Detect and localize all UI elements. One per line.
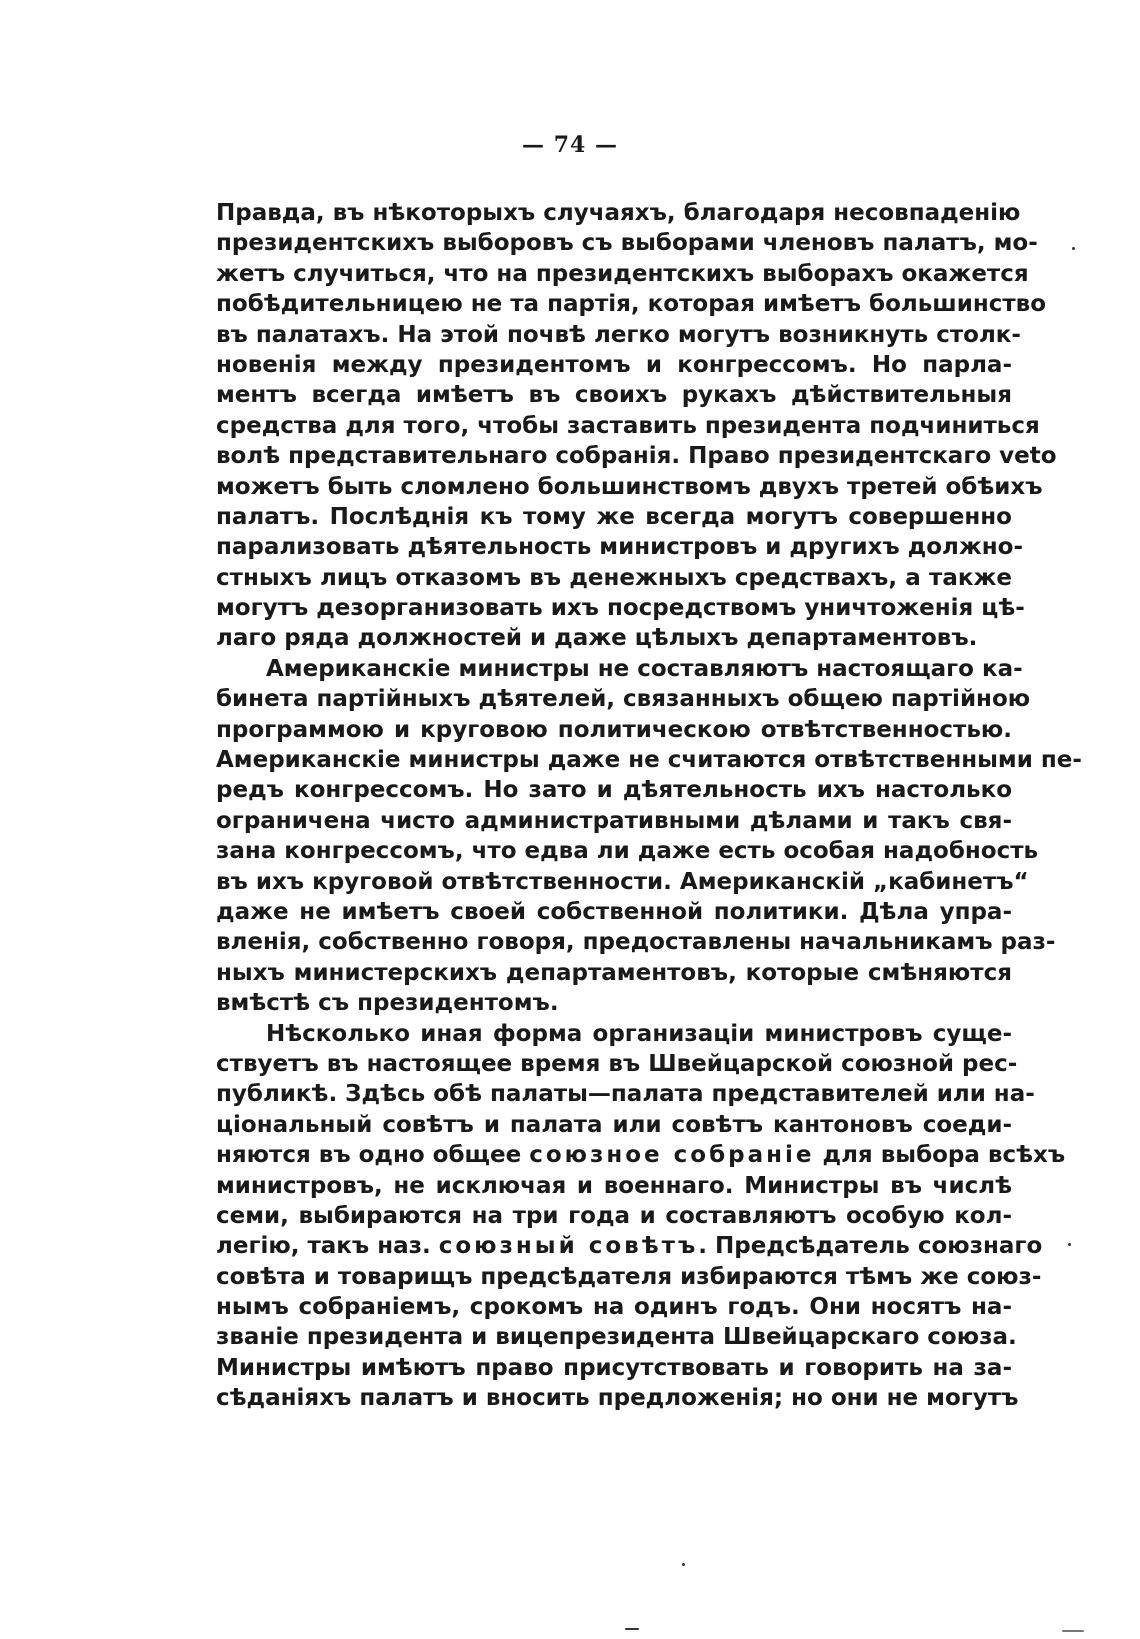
- text-line: лаго ряда должностей и даже цѣлыхъ департаментовъ.: [216, 625, 978, 652]
- text-line: программою и круговою политическою отвѣтственностью.: [216, 716, 1012, 743]
- scan-speck: [1068, 1243, 1071, 1246]
- text-line: палатъ. Послѣднія къ тому же всегда могутъ совершенно: [216, 503, 1012, 530]
- text-line: Американскіе министры не составляютъ настоящаго ка-: [266, 655, 1023, 682]
- text-line: можетъ быть сломлено большинствомъ двухъ третей обѣихъ: [216, 473, 1043, 500]
- text-line: стныхъ лицъ отказомъ въ денежныхъ средствахъ, а также: [216, 564, 1012, 591]
- spaced-term: союзный совѣтъ: [438, 1233, 699, 1260]
- text-line: средства для того, чтобы заставить президента подчиниться: [216, 412, 1040, 439]
- body-text: [216, 198, 1082, 1414]
- text-line: семи, выбираются на три года и составляютъ особую кол-: [216, 1202, 1012, 1229]
- page-number: — 74 —: [522, 132, 618, 158]
- text-line: президентскихъ выборовъ съ выборами членовъ палатъ, мо-: [216, 230, 1038, 257]
- text-line: могутъ дезорганизовать ихъ посредствомъ уничтоженія цѣ-: [216, 595, 1025, 622]
- text-line: Правда, въ нѣкоторыхъ случаяхъ, благодаря несовпаденію: [216, 200, 1021, 226]
- text-line: парализовать дѣятельность министровъ и другихъ должно-: [216, 534, 1024, 561]
- text-line: въ палатахъ. На этой почвѣ легко могутъ возникнуть столк-: [216, 321, 1021, 348]
- text-line: волѣ представительнаго собранія. Право президентскаго veto: [216, 443, 1057, 470]
- text-line: ствуетъ въ настоящее время въ Швейцарской союзной рес-: [216, 1050, 1018, 1077]
- text-line: ограничена чисто административными дѣлами и такъ свя-: [216, 807, 1012, 834]
- text-line: Американскіе министры даже не считаются отвѣтственными пе-: [216, 747, 1082, 774]
- text-line: публикѣ. Здѣсь обѣ палаты—палата представителей или на-: [216, 1081, 1035, 1108]
- text-line: министровъ, не исключая и военнаго. Министры въ числѣ: [216, 1172, 1012, 1199]
- text-line: побѣдительницею не та партія, которая имѣетъ большинство: [216, 291, 1047, 318]
- text-line: вленія, собственно говоря, предоставлены начальникамъ раз-: [216, 929, 1056, 956]
- text-line-mixed: [216, 1140, 1066, 1170]
- text-line: нымъ собраніемъ, срокомъ на одинъ годъ. Они носятъ на-: [216, 1294, 1012, 1321]
- scan-speck: [1072, 247, 1075, 250]
- text-line: ныхъ министерскихъ департаментовъ, которые смѣняются: [216, 959, 1012, 986]
- text-line: вмѣстѣ съ президентомъ.: [216, 990, 559, 1017]
- spaced-term: союзное собраніе: [529, 1142, 815, 1169]
- text-line: въ ихъ круговой отвѣтственности. Американскій „кабинетъ“: [216, 868, 1029, 895]
- text-line: редъ конгрессомъ. Но зато и дѣятельность ихъ настолько: [216, 777, 1012, 804]
- text-line: совѣта и товарищъ предсѣдателя избираются тѣмъ же союз-: [216, 1263, 1042, 1290]
- scan-speck: [682, 1563, 685, 1566]
- text-line: званіе президента и вицепрезидента Швейцарскаго союза.: [216, 1324, 1017, 1351]
- text-run: . Предсѣдатель союзнаго: [698, 1233, 1043, 1260]
- text-line-mixed: [216, 1231, 1043, 1261]
- text-line: новенія между президентомъ и конгрессомъ. Но парла-: [216, 351, 1012, 378]
- text-line: зана конгрессомъ, что едва ли даже есть особая надобность: [216, 838, 1039, 865]
- text-line: жетъ случиться, что на президентскихъ выборахъ окажется: [216, 260, 1029, 287]
- text-run: легію, такъ наз.: [216, 1233, 431, 1260]
- text-run: для выбора всѣхъ: [822, 1142, 1066, 1169]
- text-line: ментъ всегда имѣетъ въ своихъ рукахъ дѣйствительныя: [216, 382, 1012, 409]
- scan-speck: [1062, 1630, 1084, 1632]
- text-run: няются въ одно общее: [216, 1142, 522, 1169]
- text-line: ціональный совѣтъ и палата или совѣтъ кантоновъ соеди-: [216, 1111, 1012, 1138]
- scan-speck: [625, 1628, 639, 1630]
- text-line: Министры имѣютъ право присутствовать и говорить на за-: [216, 1354, 1012, 1381]
- text-line: бинета партійныхъ дѣятелей, связанныхъ общею партійною: [216, 686, 1031, 713]
- text-line: Нѣсколько иная форма организаціи министровъ суще-: [266, 1020, 1012, 1047]
- text-line: сѣданіяхъ палатъ и вносить предложенія; но они не могутъ: [216, 1385, 1019, 1412]
- text-line: даже не имѣетъ своей собственной политики. Дѣла упра-: [216, 898, 1012, 925]
